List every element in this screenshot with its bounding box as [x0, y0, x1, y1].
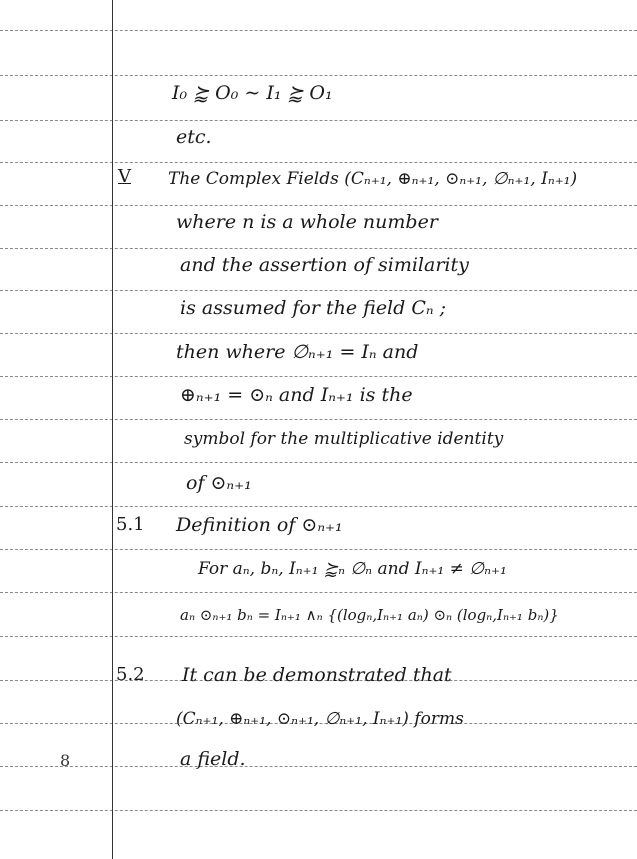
margin-line	[112, 0, 113, 859]
line-forms: (Cₙ₊₁, ⊕ₙ₊₁, ⊙ₙ₊₁, ∅ₙ₊₁, Iₙ₊₁) forms	[176, 709, 464, 729]
line-assertion: and the assertion of similarity	[180, 254, 469, 276]
section-label-5-2: 5.2	[116, 664, 145, 685]
line-a-field: a field.	[180, 748, 246, 770]
section-label-5-1: 5.1	[116, 514, 145, 535]
rule-line	[0, 462, 637, 463]
rule-line	[0, 162, 637, 163]
rule-line	[0, 419, 637, 420]
line-definition: Definition of ⊙ₙ₊₁	[176, 514, 343, 536]
rule-line	[0, 333, 637, 334]
section-label-v: V	[118, 166, 131, 187]
line-of-odot: of ⊙ₙ₊₁	[186, 472, 252, 494]
rule-line	[0, 549, 637, 550]
rule-line	[0, 766, 637, 767]
line-similarity: I₀ ⪸ O₀ ∼ I₁ ⪸ O₁	[172, 82, 333, 104]
rule-line	[0, 248, 637, 249]
rule-line	[0, 592, 637, 593]
rule-line	[0, 506, 637, 507]
rule-line	[0, 376, 637, 377]
line-then-where: then where ∅ₙ₊₁ = Iₙ and	[176, 341, 419, 363]
line-formula: aₙ ⊙ₙ₊₁ bₙ = Iₙ₊₁ ∧ₙ {(logₙ,Iₙ₊₁ aₙ) ⊙ₙ (logₙ,Iₙ₊₁ bₙ)}	[180, 606, 559, 624]
line-oplus-equals: ⊕ₙ₊₁ = ⊙ₙ and Iₙ₊₁ is the	[180, 384, 413, 406]
rule-line	[0, 290, 637, 291]
line-demonstrated: It can be demonstrated that	[182, 664, 452, 686]
line-etc: etc.	[176, 126, 212, 148]
line-assumed: is assumed for the field Cₙ ;	[180, 297, 447, 319]
line-for-an-bn: For aₙ, bₙ, Iₙ₊₁ ⪸ₙ ∅ₙ and Iₙ₊₁ ≠ ∅ₙ₊₁	[198, 559, 507, 579]
rule-line	[0, 120, 637, 121]
rule-line	[0, 810, 637, 811]
line-symbol: symbol for the multiplicative identity	[184, 429, 504, 449]
rule-line	[0, 205, 637, 206]
line-complex-fields: The Complex Fields (Cₙ₊₁, ⊕ₙ₊₁, ⊙ₙ₊₁, ∅ₙ₊₁, Iₙ₊₁)	[168, 169, 578, 189]
rule-line	[0, 636, 637, 637]
page-number: 8	[60, 751, 71, 770]
line-whole-number: where n is a whole number	[176, 211, 438, 233]
rule-line	[0, 75, 637, 76]
rule-line	[0, 30, 637, 31]
